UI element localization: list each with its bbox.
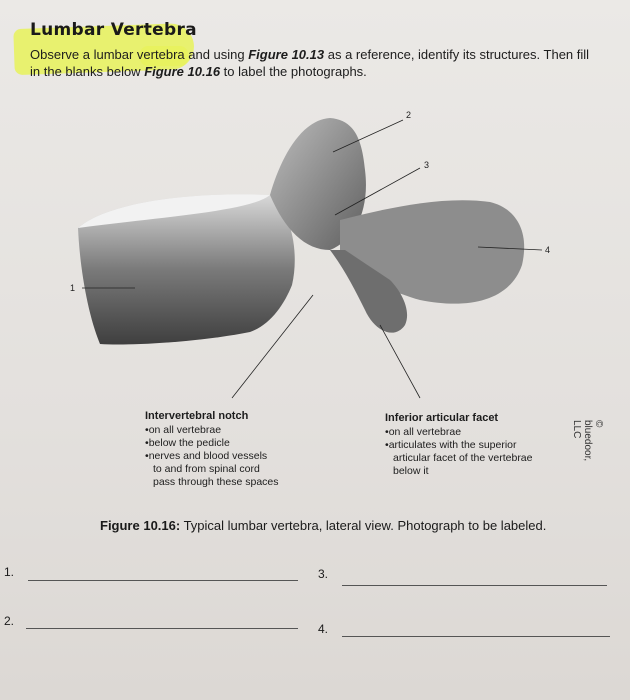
instructions-text (30, 46, 600, 80)
page-title: Lumbar Vertebra (30, 20, 197, 40)
figure-label-3: 3 (424, 160, 430, 170)
callout-continuation: to and from spinal cord (153, 463, 260, 475)
caption-text: Typical lumbar vertebra, lateral view. Photograph to be labeled. (180, 518, 547, 533)
callout-continuation: below it (393, 465, 429, 477)
blank-label-3: 3. (318, 567, 329, 581)
figure-label-2: 2 (406, 110, 412, 120)
callout-bullet: • on all vertebrae (145, 424, 279, 437)
callout-bullet: • below the pedicle (145, 437, 279, 450)
vertebra-photograph (0, 100, 630, 400)
callout-bullet: • on all vertebrae (385, 426, 533, 439)
figure-reference-2: Figure 10.16 (144, 64, 221, 79)
callout-heading: Intervertebral notch (145, 410, 249, 422)
answer-blank-3[interactable] (342, 585, 607, 586)
figure-reference-1: Figure 10.13 (248, 47, 325, 62)
figure-label-4: 4 (545, 245, 551, 255)
blank-label-2: 2. (4, 614, 15, 628)
answer-blank-1[interactable] (28, 580, 298, 581)
copyright-credit: © bluedoor, LLC (571, 420, 604, 462)
answer-blank-2[interactable] (26, 628, 298, 629)
callout-heading: Inferior articular facet (385, 412, 499, 424)
callout-bullet: • articulates with the superior (385, 439, 533, 452)
instructions-part-1: Observe a lumbar vertebra and using (30, 47, 249, 62)
blank-label-4: 4. (318, 622, 329, 636)
instructions-part-3: to label the photographs. (220, 64, 367, 79)
title-block (30, 20, 197, 40)
figure-label-1: 1 (70, 283, 76, 293)
answer-blank-4[interactable] (342, 636, 610, 637)
callout-bullet: • nerves and blood vessels (145, 450, 279, 463)
figure-caption (100, 518, 546, 533)
callout-continuation: pass through these spaces (153, 476, 279, 488)
blank-label-1: 1. (4, 565, 15, 579)
callout-intervertebral-notch (145, 410, 279, 489)
caption-label: Figure 10.16: (100, 518, 181, 533)
callout-inferior-articular-facet (385, 412, 533, 478)
callout-continuation: articular facet of the vertebrae (393, 452, 533, 464)
instructions-part-2: as a reference, identify its structures. Then fill in the blanks below (30, 47, 590, 79)
